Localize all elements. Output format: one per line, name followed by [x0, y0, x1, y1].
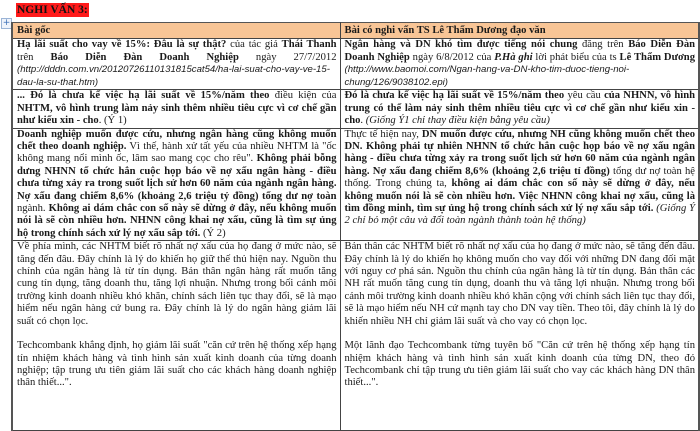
cell-suspected-source — [340, 39, 699, 90]
text: . — [360, 115, 366, 127]
suspected-reporter: P.Hà ghi — [494, 51, 533, 63]
text-bold: DN muốn được cứu, nhưng NH cũng không muốn chết theo DN. Không phải tự nhiên NHNN tổ chức hẳn cuộc họp báo về nợ xấu ngân hàng - điều chưa từng xảy ra trong suốt lịch sử hơn 60 năm của ngành ngân hàng. Nợ xấu đang chiếm 8,6% (khoảng 2,6 triệu tỉ đồng) — [344, 128, 695, 177]
header-suspected-article: Bài có nghi vấn TS Lê Thẩm Dương đạo văn — [340, 23, 699, 39]
suspected-url-link[interactable]: (http://www.baomoi.com/Ngan-hang-va-DN-kho-tim-duoc-tieng-noi-chung/126/9038102.epi) — [344, 64, 630, 88]
cell-suspected-idea-3 — [340, 241, 699, 430]
text: yêu cầu — [564, 90, 605, 102]
table-header-row — [12, 23, 699, 39]
text: Thực tế hiện nay, — [344, 128, 422, 140]
original-author: Thái Thanh — [281, 39, 337, 50]
text-bold: Đó là chưa kể việc hạ lãi suất về 15%/năm theo — [344, 90, 565, 102]
paragraph: Bản thân các NHTM biết rõ nhất nợ xấu của họ đang ở mức nào, sẽ tăng đến đâu. Đây chính là lý do khiến họ không muốn cho vay đối với những DN đang đối mặt với nguy cơ phá sản. Nguồn thu chính của ngân hàng là từ tín dụng. Bản thân các NH rất muốn tăng cung tín dụng, doanh thu và tăng lợi nhuận. Nhưng trong bối cảnh môi trường kinh doanh nhiều khó khăn cộng với chính sách liên tục thay đổi, sẽ là mạo hiểm nếu NH cứ mạnh tay cho DN vay tiền. Theo tôi, đây chính là lý do khiến nhiều NH chỉ giảm lãi suất và cho vay có chọn lọc. — [344, 241, 695, 327]
suspected-date: ngày 6/8/2012 của — [409, 51, 495, 63]
paragraph-spacer — [17, 390, 337, 430]
text: trên — [17, 51, 51, 63]
cell-original-idea-2 — [12, 128, 340, 241]
cell-suspected-idea-2 — [340, 128, 699, 241]
text-bold: ... Đó là chưa kể việc hạ lãi suất về 15%/năm theo — [17, 90, 270, 102]
paragraph: Một lãnh đạo Techcombank từng tuyên bố "Căn cứ trên hệ thống xếp hạng tín nhiệm khách hàng và tình hình sản xuất kinh doanh của từng DN, theo đó Techcombank chỉ tập trung ưu tiên giảm lãi suất cho vay các khách hàng DN thân thiết...". — [344, 340, 695, 389]
text: đăng trên — [577, 39, 629, 50]
comparison-table — [11, 22, 700, 431]
table-row-source — [12, 39, 699, 90]
table-row-idea-2 — [12, 128, 699, 241]
text: ngành. — [17, 203, 49, 215]
suspected-speaker: Lê Thẩm Dương — [619, 51, 695, 63]
table-row-idea-3 — [12, 241, 699, 430]
cell-suspected-idea-1 — [340, 90, 699, 128]
paragraph: Về phía mình, các NHTM biết rõ nhất nợ xấu của họ đang ở mức nào, sẽ tăng đến đâu. Đây chính là lý do khiến họ giữ thế thủ hiện nay. Nguồn thu chính của ngân hàng là từ tín dụng. Bản thân ngân hàng rất muốn tăng cung tín dụng, tăng doanh thu, tăng lợi nhuận. Nhưng trong bối cảnh môi trường kinh doanh nhiều khó khăn, chính sách liên tục thay đổi, sẽ là mạo hiểm nếu ngân hàng cứ bung ra. Đây chính là lý do ngân hàng giảm lãi suất có chọn lọc. — [17, 241, 337, 327]
text: của tác giả — [226, 39, 282, 50]
cell-original-idea-1 — [12, 90, 340, 128]
original-publication: Báo Diễn Đàn Doanh Nghiệp — [50, 51, 239, 63]
original-url-link[interactable]: (http://dddn.com.vn/20120726110131815cat54/ha-lai-suat-cho-vay-ve-15-dau-la-su-that.htm) — [17, 64, 330, 88]
text: tổng dư nợ toàn hệ thống. Trong chúng ta, — [344, 165, 695, 190]
text: lời phát biểu của ts — [532, 51, 620, 63]
comparison-note: (Giống Ý1 chỉ thay điều kiện bằng yêu cầu) — [365, 115, 550, 127]
section-title: NGHI VẤN 3: — [17, 4, 88, 16]
comparison-note: (Giống Ý 2 chỉ bỏ một câu và đổi toàn ngành thành toàn hệ thống) — [344, 203, 695, 227]
table-row-idea-1 — [12, 90, 699, 128]
cell-original-idea-3 — [12, 241, 340, 430]
idea-label: (Ý 2) — [200, 227, 226, 239]
table-move-handle-icon[interactable]: + — [2, 18, 11, 28]
text: điều kiện của — [269, 90, 337, 102]
paragraph: Techcombank khẳng định, họ giảm lãi suất "căn cứ trên hệ thống xếp hạng tín nhiệm khách hàng và tình hình sản xuất kinh doanh của từng doanh nghiệp; tập trung ưu tiên giảm lãi suất cho các khách hàng doanh nghiệp thân thiết...". — [17, 340, 337, 389]
text-bold: Không ai dám chắc con số này sẽ dừng ở đây, nếu không muốn nói là sẽ còn nhiều hơn. NHNN công khai nợ xấu, cũng là tìm sự ủng hộ trong chính sách xử lý nợ xấu sắp tới. — [17, 203, 337, 239]
paragraph-spacer — [17, 328, 337, 340]
paragraph-spacer — [345, 328, 696, 340]
header-original-article: Bài gốc — [12, 23, 340, 39]
original-date: ngày 27/7/2012 — [238, 51, 337, 63]
text-bold: không ai dám chắc con số này sẽ dừng ở đây, nếu không muốn nói là sẽ còn nhiều hơn. Việc NHNN công khai nợ xấu, cũng là tìm đồng minh, tìm sự ủng hộ trong chính sách xử lý nợ xấu sắp tới. — [344, 178, 695, 215]
text: Vì thế, hành xử tất yếu của nhiều NHTM là "ốc không mang nổi mình ốc, lâm sao mang cọc cho rêu". — [17, 141, 337, 165]
paragraph-spacer — [345, 390, 696, 430]
idea-label: . (Ý 1) — [98, 115, 127, 127]
original-headline: Hạ lãi suất cho vay về 15%: Đâu là sự thật? — [17, 39, 227, 50]
cell-original-source — [12, 39, 340, 90]
text-bold: của NHNN, vô hình trung có thể làm nảy sinh thêm nhiều tiêu cực vì cơ chế gần như kiểu xin - cho — [344, 90, 695, 127]
suspected-headline: Ngân hàng và DN khó tìm được tiếng nói chung — [344, 39, 578, 50]
suspected-publication: Báo Diễn Đàn Doanh Nghiệp — [344, 39, 696, 63]
text-bold: NHTM, vô hình trung làm nảy sinh thêm nhiều tiêu cực vì cơ chế gần như kiểu xin - cho — [17, 102, 337, 127]
text-bold: Doanh nghiệp muốn được cứu, nhưng ngân hàng cũng không muốn chết theo doanh nghiệp. — [17, 128, 337, 152]
text-bold: Không phải bỗng dưng NHNN tổ chức hẳn cuộc họp báo về nợ xấu ngân hàng - điều chưa từng xảy ra trong suốt lịch sử hơn 60 năm của ngành ngân hàng. Nợ xấu đang chiếm 8,6% (khoảng 2,6 triệu tỷ đồng) tổng dư nợ toàn — [17, 153, 337, 202]
